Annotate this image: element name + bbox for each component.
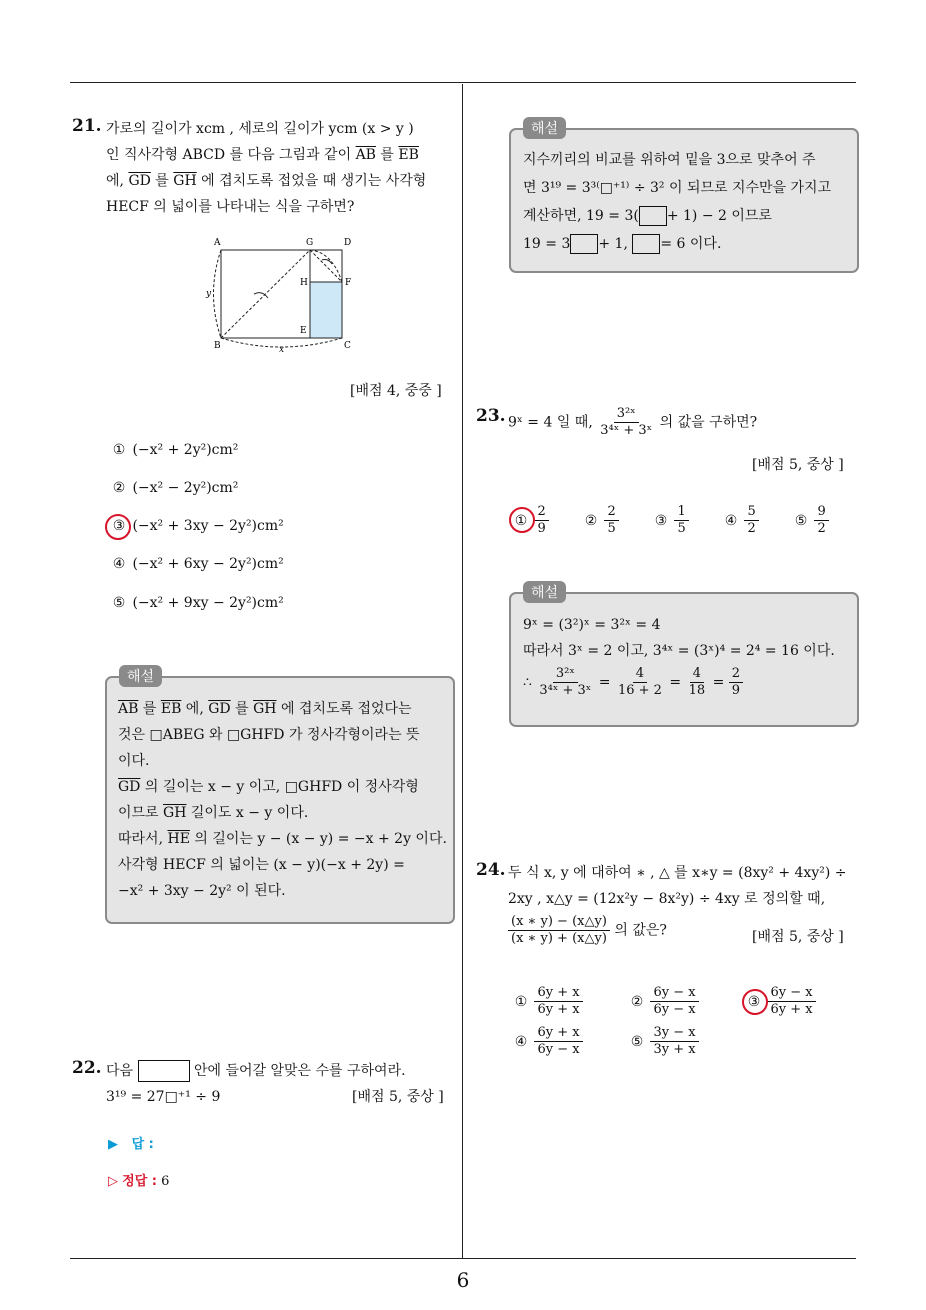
question-number: 24. <box>476 860 506 880</box>
solution-tag: 해설 <box>119 665 162 687</box>
question-21-stem <box>106 116 456 220</box>
q24-option-4[interactable]: ④ $\frac{6y + x}{6y - x}$ <box>512 1025 583 1058</box>
label-b: B <box>214 341 221 351</box>
q24-score: [배점 5, 중상 ] <box>752 929 844 945</box>
q21-option-2[interactable]: ② (−x² − 2y²)cm² <box>112 480 239 496</box>
q21-option-4[interactable]: ④ (−x² + 6xy − 2y²)cm² <box>112 556 284 572</box>
q23-option-5[interactable]: ⑤ $\frac{9}{2}$ <box>792 504 829 537</box>
q23-stem: 9ˣ = 4 일 때, $\frac{\text{3²ˣ}}{\text{3⁴ˣ + 3ˣ}}$ 의 값을 구하면? <box>508 406 758 438</box>
stem-line: 에, $\overline{GD}$ 를 $\overline{GH}$ 에 겹치도록 접었을 때 생기는 사각형 <box>106 173 427 189</box>
q22-equation: 3¹⁹ = 27□⁺¹ ÷ 9 <box>106 1089 221 1105</box>
folded-rectangle-figure <box>196 232 366 356</box>
label-d: D <box>344 238 352 248</box>
q22-score: [배점 5, 중상 ] <box>352 1089 444 1105</box>
top-rule <box>70 82 856 83</box>
q22-stem: 다음 안에 들어갈 알맞은 수를 구하여라. <box>106 1058 406 1084</box>
solution-line: 19 = 3 + 1, = 6 이다. <box>523 236 722 252</box>
solution-line: 이므로 $\overline{GH}$ 길이도 x − y 이다. <box>118 805 309 821</box>
label-h: H <box>300 278 308 288</box>
label-x: x <box>279 345 285 355</box>
solution-line: 면 3¹⁹ = 3³⁽□⁺¹⁾ ÷ 3² 이 되므로 지수만을 가지고 <box>523 180 832 196</box>
label-g: G <box>306 238 314 248</box>
label-e: E <box>300 326 307 336</box>
solution-line: 것은 □ABEG 와 □GHFD 가 정사각형이라는 뜻 <box>118 727 420 743</box>
solution-line: 따라서, $\overline{HE}$ 의 길이는 y − (x − y) = −x + 2y 이다. <box>118 831 447 847</box>
question-23 <box>476 406 506 426</box>
question-number: 22. <box>72 1058 102 1078</box>
label-a: A <box>214 238 221 248</box>
stem-line: 두 식 x, y 에 대하여 ∗ , △ 를 x∗y = (8xy² + 4xy²) ÷ <box>508 865 847 881</box>
q22-solution-box <box>509 128 859 273</box>
q21-score: [배점 4, 중중 ] <box>350 383 442 399</box>
q21-option-1[interactable]: ① (−x² + 2y²)cm² <box>112 442 239 458</box>
question-21 <box>72 116 102 136</box>
solution-line: 사각형 HECF 의 넓이는 (x − y)(−x + 2y) = <box>118 857 405 873</box>
page-number: 6 <box>456 1268 470 1292</box>
q23-option-2[interactable]: ② $\frac{2}{5}$ <box>582 504 619 537</box>
question-22 <box>72 1058 102 1078</box>
solution-tag: 해설 <box>523 117 566 139</box>
selected-answer-mark <box>105 514 131 540</box>
solution-line: 따라서 3ˣ = 2 이고, 3⁴ˣ = (3ˣ)⁴ = 2⁴ = 16 이다. <box>523 643 835 659</box>
label-y: y <box>206 289 212 299</box>
q21-option-5[interactable]: ⑤ (−x² + 9xy − 2y²)cm² <box>112 595 284 611</box>
stem-line: 인 직사각형 ABCD 를 다음 그림과 같이 $\overline{AB}$ 를 $\overline{EB}$ <box>106 147 419 163</box>
solution-line: −x² + 3xy − 2y² 이 된다. <box>118 883 286 899</box>
question-24 <box>476 860 506 880</box>
q24-option-5[interactable]: ⑤ $\frac{3y - x}{3y + x}$ <box>628 1025 699 1058</box>
selected-answer-mark <box>509 507 535 533</box>
answer-blank-box <box>138 1060 190 1082</box>
stem-line: 2xy , x△y = (12x²y − 8x²y) ÷ 4xy 로 정의할 때, <box>508 891 826 907</box>
label-c: C <box>344 341 351 351</box>
q21-option-3[interactable]: ③ (−x² + 3xy − 2y²)cm² <box>112 518 284 534</box>
q23-option-3[interactable]: ③ $\frac{1}{5}$ <box>652 504 689 537</box>
bottom-rule <box>70 1258 856 1259</box>
question-number: 23. <box>476 406 506 426</box>
hecf-region <box>310 282 342 338</box>
q22-answer-row: ▶ 답 : <box>108 1137 154 1152</box>
solution-line: ∴ $\frac{\text{3²ˣ}}{\text{3⁴ˣ + 3ˣ}}$ = $\frac{4}{16 + 2}$ = $\frac{4}{18}$ = $\frac{2}{9}$ <box>523 666 835 699</box>
q23-solution-box <box>509 592 859 727</box>
column-divider <box>462 84 463 1258</box>
q24-option-1[interactable]: ① $\frac{6y + x}{6y + x}$ <box>512 985 583 1018</box>
solution-line: $\overline{AB}$ 를 $\overline{EB}$ 에, $\overline{GD}$ 를 $\overline{GH}$ 에 겹치도록 접었다는 <box>118 701 412 717</box>
stem-line: HECF 의 넓이를 나타내는 식을 구하면? <box>106 199 355 215</box>
q23-fraction: $\frac{\text{3²ˣ}}{\text{3⁴ˣ + 3ˣ}}$ <box>600 406 653 438</box>
q22-correct-answer-row: ▷ 정답 : 6 <box>108 1174 170 1189</box>
solution-line: 이다. <box>118 753 150 769</box>
stem-line: $\frac{(x ∗ y) - (x\triangle y)}{(x ∗ y) + (x\triangle y)}$ 의 값은? <box>508 914 847 947</box>
q21-solution-box <box>105 676 455 924</box>
q23-score: [배점 5, 중상 ] <box>752 457 844 473</box>
solution-line: 지수끼리의 비교를 위하여 밑을 3으로 맞추어 주 <box>523 152 816 168</box>
q23-option-4[interactable]: ④ $\frac{5}{2}$ <box>722 504 759 537</box>
q24-option-3[interactable]: ③ $\frac{6y - x}{6y + x}$ <box>745 985 816 1018</box>
solution-line: 9ˣ = (3²)ˣ = 3²ˣ = 4 <box>523 617 661 633</box>
stem-line: 가로의 길이가 xcm , 세로의 길이가 ycm (x > y ) <box>106 121 414 137</box>
q24-option-2[interactable]: ② $\frac{6y - x}{6y - x}$ <box>628 985 699 1018</box>
solution-tag: 해설 <box>523 581 566 603</box>
solution-line: $\overline{GD}$ 의 길이는 x − y 이고, □GHFD 이 정사각형 <box>118 779 419 795</box>
label-f: F <box>345 278 352 288</box>
selected-answer-mark <box>742 989 768 1015</box>
solution-line: 계산하면, 19 = 3( + 1) − 2 이므로 <box>523 208 772 224</box>
q23-option-1[interactable]: ① $\frac{2}{9}$ <box>512 504 549 537</box>
question-number: 21. <box>72 116 102 136</box>
